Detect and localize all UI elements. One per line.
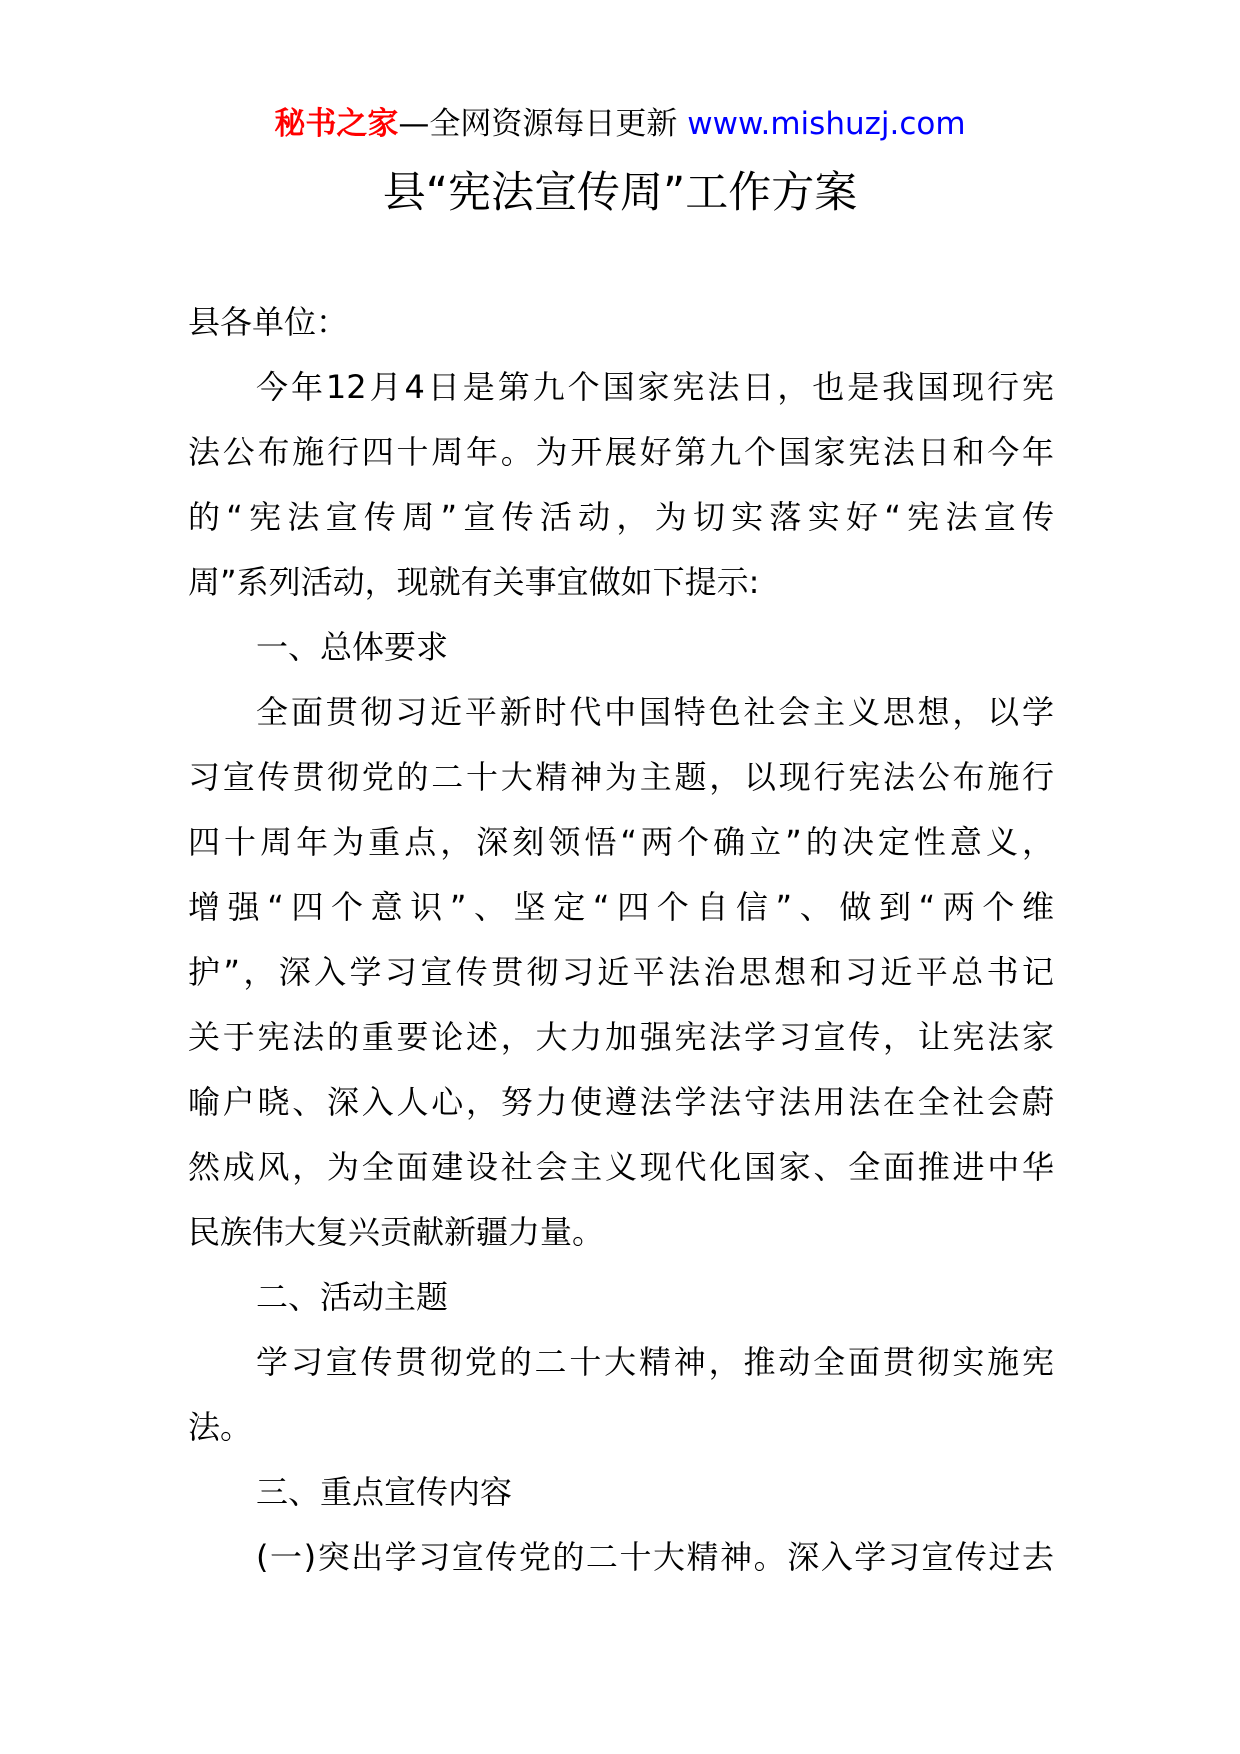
- text-line: (一)突出学习宣传党的二十大精神。深入学习宣传过去: [256, 1538, 1054, 1576]
- header-dash: —: [398, 106, 430, 142]
- text-line: 的“宪法宣传周”宣传活动，为切实落实好“宪法宣传: [188, 498, 1054, 536]
- text-line: 喻户晓、深入人心，努力使遵法学法守法用法在全社会蔚: [188, 1083, 1054, 1121]
- site-url-link[interactable]: www.mishuzj.com: [687, 106, 966, 142]
- site-tagline: 全网资源每日更新: [429, 106, 688, 142]
- text-line: 学习宣传贯彻党的二十大精神，推动全面贯彻实施宪: [256, 1343, 1054, 1381]
- text-line: 法。: [188, 1408, 253, 1446]
- site-brand: 秘书之家: [274, 106, 399, 142]
- text-line: 民族伟大复兴贡献新疆力量。: [188, 1213, 605, 1251]
- document-body: [188, 290, 1054, 1590]
- text-line: 全面贯彻习近平新时代中国特色社会主义思想，以学: [256, 693, 1054, 731]
- text-line: 增强“四个意识”、坚定“四个自信”、做到“两个维: [188, 888, 1054, 926]
- text-line: 今年12月4日是第九个国家宪法日，也是我国现行宪: [256, 368, 1054, 406]
- text-line: 二、活动主题: [256, 1278, 449, 1316]
- text-line: 县各单位：: [188, 303, 349, 341]
- site-header: [0, 100, 1240, 148]
- text-line: 一、总体要求: [256, 628, 449, 666]
- text-line: 三、重点宣传内容: [256, 1473, 513, 1511]
- text-line: 关于宪法的重要论述，大力加强宪法学习宣传，让宪法家: [188, 1018, 1054, 1056]
- text-line: 然成风，为全面建设社会主义现代化国家、全面推进中华: [188, 1148, 1054, 1186]
- text-line: 法公布施行四十周年。为开展好第九个国家宪法日和今年: [188, 433, 1054, 471]
- text-line: 周”系列活动，现就有关事宜做如下提示:: [188, 563, 760, 601]
- text-line: 习宣传贯彻党的二十大精神为主题，以现行宪法公布施行: [188, 758, 1054, 796]
- document-title: 县“宪法宣传周”工作方案: [382, 168, 858, 218]
- text-line: 护”，深入学习宣传贯彻习近平法治思想和习近平总书记: [188, 953, 1054, 991]
- text-line: 四十周年为重点，深刻领悟“两个确立”的决定性意义，: [188, 823, 1054, 861]
